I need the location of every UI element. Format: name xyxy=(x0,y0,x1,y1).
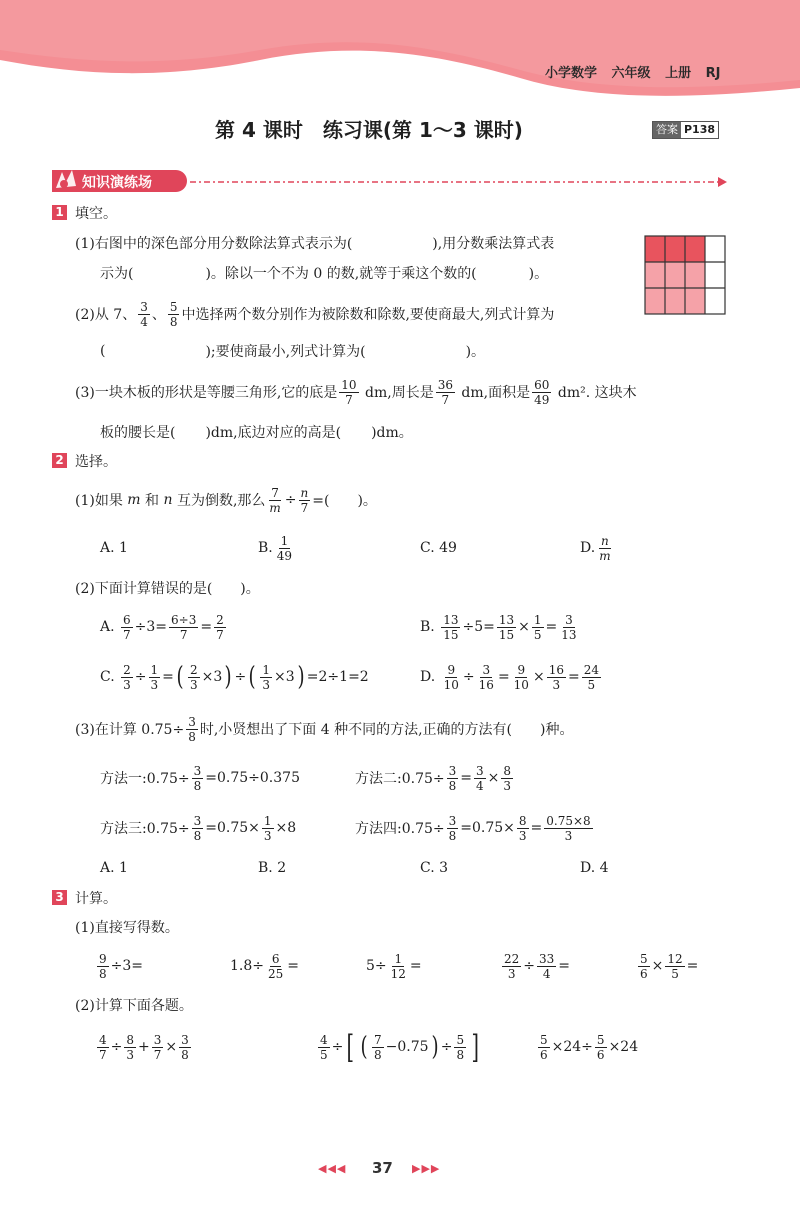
question-1-badge: 1 xyxy=(52,205,67,220)
fraction: $\frac{2}{3}$ xyxy=(123,662,131,692)
q2-p3-method-4: 方法四:0.75÷ $\frac{3}{8}$ =0.75× $\frac{8}{3}$ = $\frac{0.75\times 8}{3}$ xyxy=(355,813,591,843)
fraction: $\frac{5}{6}$ xyxy=(540,1032,548,1062)
fraction: $\frac{1}{12}$ xyxy=(390,951,406,981)
question-2-badge: 2 xyxy=(52,453,67,468)
q1-p3-line2: 板的腰长是( )dm,底边对应的高是( )dm。 xyxy=(100,425,413,441)
fraction: $\frac{n}{7}$ xyxy=(300,485,309,515)
fraction: $\frac{3}{4}$ xyxy=(476,763,484,793)
fraction: $\frac{2}{3}$ xyxy=(190,662,198,692)
q2-p3-option-b[interactable]: B. 2 xyxy=(258,860,287,876)
q2-p2-stem: (2)下面计算错误的是( )。 xyxy=(75,581,260,597)
q3-p2-expr-2: $\frac{4}{5}$ ÷ [ ( $\frac{7}{8}$ −0.75 ) ÷ $\frac{5}{8}$ ] xyxy=(320,1028,480,1066)
fraction: $\frac{8}{3}$ xyxy=(503,763,512,793)
fraction: $\frac{5}{6}$ xyxy=(596,1032,605,1062)
edition-label: RJ xyxy=(705,66,721,81)
fraction: $\frac{60}{49}$ xyxy=(534,377,550,407)
q2-p3-option-d[interactable]: D. 4 xyxy=(580,860,609,876)
fraction: $\frac{1}{49}$ xyxy=(276,533,293,563)
q2-p2-option-c[interactable]: C. $\frac{2}{3}$ ÷ $\frac{1}{3}$ = ( $\frac{2}{3}$ ×3 ) ÷ ( $\frac{1}{3}$ ×3 ) =2÷1=2 xyxy=(100,662,369,692)
q1-p1-line2: 示为( )。除以一个不为 0 的数,就等于乘这个数的( )。 xyxy=(100,266,549,282)
page-title: 第 4 课时 练习课(第 1～3 课时) xyxy=(215,118,523,142)
left-paren: ( xyxy=(360,1032,368,1062)
section-label: 知识演练场 xyxy=(82,175,152,191)
left-paren: ( xyxy=(176,662,184,692)
series-label: 小学数学 xyxy=(545,66,598,81)
question-3-badge: 3 xyxy=(52,890,67,905)
q2-p1-option-b[interactable]: B. $\frac{1}{49}$ xyxy=(258,533,293,563)
q2-p2-option-b[interactable]: B. $\frac{13}{15}$ ÷5= $\frac{13}{15}$ × $\frac{1}{5}$ = $\frac{3}{13}$ xyxy=(420,612,577,642)
question-1-title: 填空。 xyxy=(75,206,117,222)
q2-p3-option-c[interactable]: C. 3 xyxy=(420,860,449,876)
q2-p1-option-d[interactable]: D. $\frac{n}{m}$ xyxy=(580,533,611,563)
q3-p2-stem: (2)计算下面各题。 xyxy=(75,998,193,1014)
fraction: $\frac{6}{25}$ xyxy=(268,951,284,981)
left-paren: ( xyxy=(248,662,256,692)
fraction: $\frac{5}{6}$ xyxy=(640,951,648,981)
fraction: $\frac{1}{3}$ xyxy=(263,813,272,843)
fraction: $\frac{6}{7}$ xyxy=(123,612,131,642)
question-2-title: 选择。 xyxy=(75,454,117,470)
q2-p1-option-c[interactable]: C. 49 xyxy=(420,540,457,556)
fraction: $\frac{7}{8}$ xyxy=(374,1032,382,1062)
fraction: $\frac{33}{4}$ xyxy=(539,951,555,981)
q2-p2-option-a[interactable]: A. $\frac{6}{7}$ ÷3= $\frac{6\div 3}{7}$ = $\frac{2}{7}$ xyxy=(100,612,224,642)
fraction: $\frac{8}{3}$ xyxy=(518,813,527,843)
fraction: $\frac{8}{3}$ xyxy=(126,1032,135,1062)
fraction: $\frac{1}{5}$ xyxy=(533,612,542,642)
q3-p1-stem: (1)直接写得数。 xyxy=(75,920,179,936)
fraction: $\frac{3}{8}$ xyxy=(188,714,196,744)
right-bracket: ] xyxy=(471,1028,480,1066)
fraction: $\frac{3}{7}$ xyxy=(153,1032,162,1062)
book-info xyxy=(545,62,721,81)
right-paren: ) xyxy=(224,662,232,692)
right-paren: ) xyxy=(297,662,305,692)
right-paren: ) xyxy=(431,1032,439,1062)
q2-p2-option-d[interactable]: D. $\frac{9}{10}$ ÷ $\frac{3}{16}$ = $\frac{9}{10}$ × $\frac{16}{3}$ = $\frac{24}{5}$ xyxy=(420,662,599,692)
q2-p1-stem: (1)如果 m 和 n 互为倒数,那么 $\frac{7}{m}$ ÷ $\frac{n}{7}$ =( )。 xyxy=(75,485,377,515)
fraction: $\frac{6\div 3}{7}$ xyxy=(171,612,197,642)
fraction: $\frac{0.75\times 8}{3}$ xyxy=(546,813,591,843)
fraction: $\frac{12}{5}$ xyxy=(667,951,683,981)
fraction: $\frac{3}{8}$ xyxy=(193,763,202,793)
fraction: $\frac{22}{3}$ xyxy=(504,951,520,981)
header-banner xyxy=(0,0,800,100)
fraction: $\frac{36}{7}$ xyxy=(437,377,453,407)
q1-p2-line1: (2)从 7、 $\frac{3}{4}$ 、 $\frac{5}{8}$ 中选择两个数分别作为被除数和除数,要使商最大,列式计算为 xyxy=(75,299,555,329)
fraction: $\frac{4}{7}$ xyxy=(99,1032,107,1062)
q1-p1-line1: (1)右图中的深色部分用分数除法算式表示为( ),用分数乘法算式表 xyxy=(75,236,555,252)
q2-p1-option-a[interactable]: A. 1 xyxy=(100,540,128,556)
fraction: $\frac{3}{13}$ xyxy=(561,612,577,642)
fraction: $\frac{10}{7}$ xyxy=(341,377,357,407)
fraction: $\frac{3}{8}$ xyxy=(448,763,457,793)
hands-icon xyxy=(50,168,80,194)
fraction: $\frac{1}{3}$ xyxy=(150,662,159,692)
next-arrows-icon: ▶▶▶ xyxy=(412,1162,441,1175)
q2-p3-stem: (3)在计算 0.75÷ $\frac{3}{8}$ 时,小贤想出了下面 4 种不同的方法,正确的方法有( )种。 xyxy=(75,714,574,744)
volume-label: 上册 xyxy=(665,66,692,81)
fraction: $\frac{7}{m}$ xyxy=(269,485,281,515)
answer-page: P138 xyxy=(684,123,716,136)
fraction: $\frac{3}{4}$ xyxy=(140,299,148,329)
fraction: $\frac{3}{8}$ xyxy=(181,1032,189,1062)
q1-p3-line1: (3)一块木板的形状是等腰三角形,它的底是 $\frac{10}{7}$ dm,周长是 $\frac{36}{7}$ dm,面积是 $\frac{60}{49}$ dm². 这块木 xyxy=(75,377,637,407)
fraction: $\frac{1}{3}$ xyxy=(262,662,270,692)
fraction: $\frac{13}{15}$ xyxy=(498,612,515,642)
q3-p1-expr-4: $\frac{22}{3}$ ÷ $\frac{33}{4}$ = xyxy=(504,951,571,981)
fraction: $\frac{9}{8}$ xyxy=(99,951,107,981)
q3-p2-expr-1: $\frac{4}{7}$ ÷ $\frac{8}{3}$ + $\frac{3}{7}$ × $\frac{3}{8}$ xyxy=(99,1032,189,1062)
grade-label: 六年级 xyxy=(611,66,651,81)
q2-p3-option-a[interactable]: A. 1 xyxy=(100,860,128,876)
q3-p1-expr-1: $\frac{9}{8}$ ÷3= xyxy=(99,951,144,981)
fraction-grid-figure xyxy=(644,235,728,317)
fraction: $\frac{9}{10}$ xyxy=(443,662,459,692)
q2-p3-method-3: 方法三:0.75÷ $\frac{3}{8}$ =0.75× $\frac{1}{3}$ ×8 xyxy=(100,813,297,843)
fraction: $\frac{3}{8}$ xyxy=(193,813,202,843)
fraction: $\frac{24}{5}$ xyxy=(583,662,599,692)
left-bracket: [ xyxy=(346,1028,355,1066)
section-divider xyxy=(190,176,730,188)
q2-p3-method-2: 方法二:0.75÷ $\frac{3}{8}$ = $\frac{3}{4}$ × $\frac{8}{3}$ xyxy=(355,763,512,793)
q3-p1-expr-2: 1.8÷ $\frac{6}{25}$ = xyxy=(230,951,300,981)
q3-p1-expr-3: 5÷ $\frac{1}{12}$ = xyxy=(366,951,422,981)
fraction: $\frac{3}{16}$ xyxy=(478,662,494,692)
answer-reference xyxy=(652,121,719,139)
question-3-title: 计算。 xyxy=(75,891,117,907)
q2-p3-method-1: 方法一:0.75÷ $\frac{3}{8}$ =0.75÷0.375 xyxy=(100,763,300,793)
q3-p1-expr-5: $\frac{5}{6}$ × $\frac{12}{5}$ = xyxy=(640,951,699,981)
fraction: $\frac{13}{15}$ xyxy=(443,612,459,642)
fraction: $\frac{5}{8}$ xyxy=(456,1032,465,1062)
page-number: 37 xyxy=(372,1159,393,1177)
q1-p2-line2: ( );要使商最小,列式计算为( )。 xyxy=(100,343,486,360)
q3-p2-expr-3: $\frac{5}{6}$ ×24÷ $\frac{5}{6}$ ×24 xyxy=(540,1032,639,1062)
fraction: $\frac{n}{m}$ xyxy=(599,533,611,563)
prev-arrows-icon: ◀◀◀ xyxy=(318,1162,347,1175)
fraction: $\frac{4}{5}$ xyxy=(320,1032,328,1062)
fraction: $\frac{2}{7}$ xyxy=(216,612,224,642)
fraction: $\frac{9}{10}$ xyxy=(513,662,529,692)
fraction: $\frac{16}{3}$ xyxy=(548,662,564,692)
answer-label: 答案 xyxy=(653,122,681,138)
fraction: $\frac{5}{8}$ xyxy=(169,299,178,329)
fraction: $\frac{3}{8}$ xyxy=(448,813,457,843)
